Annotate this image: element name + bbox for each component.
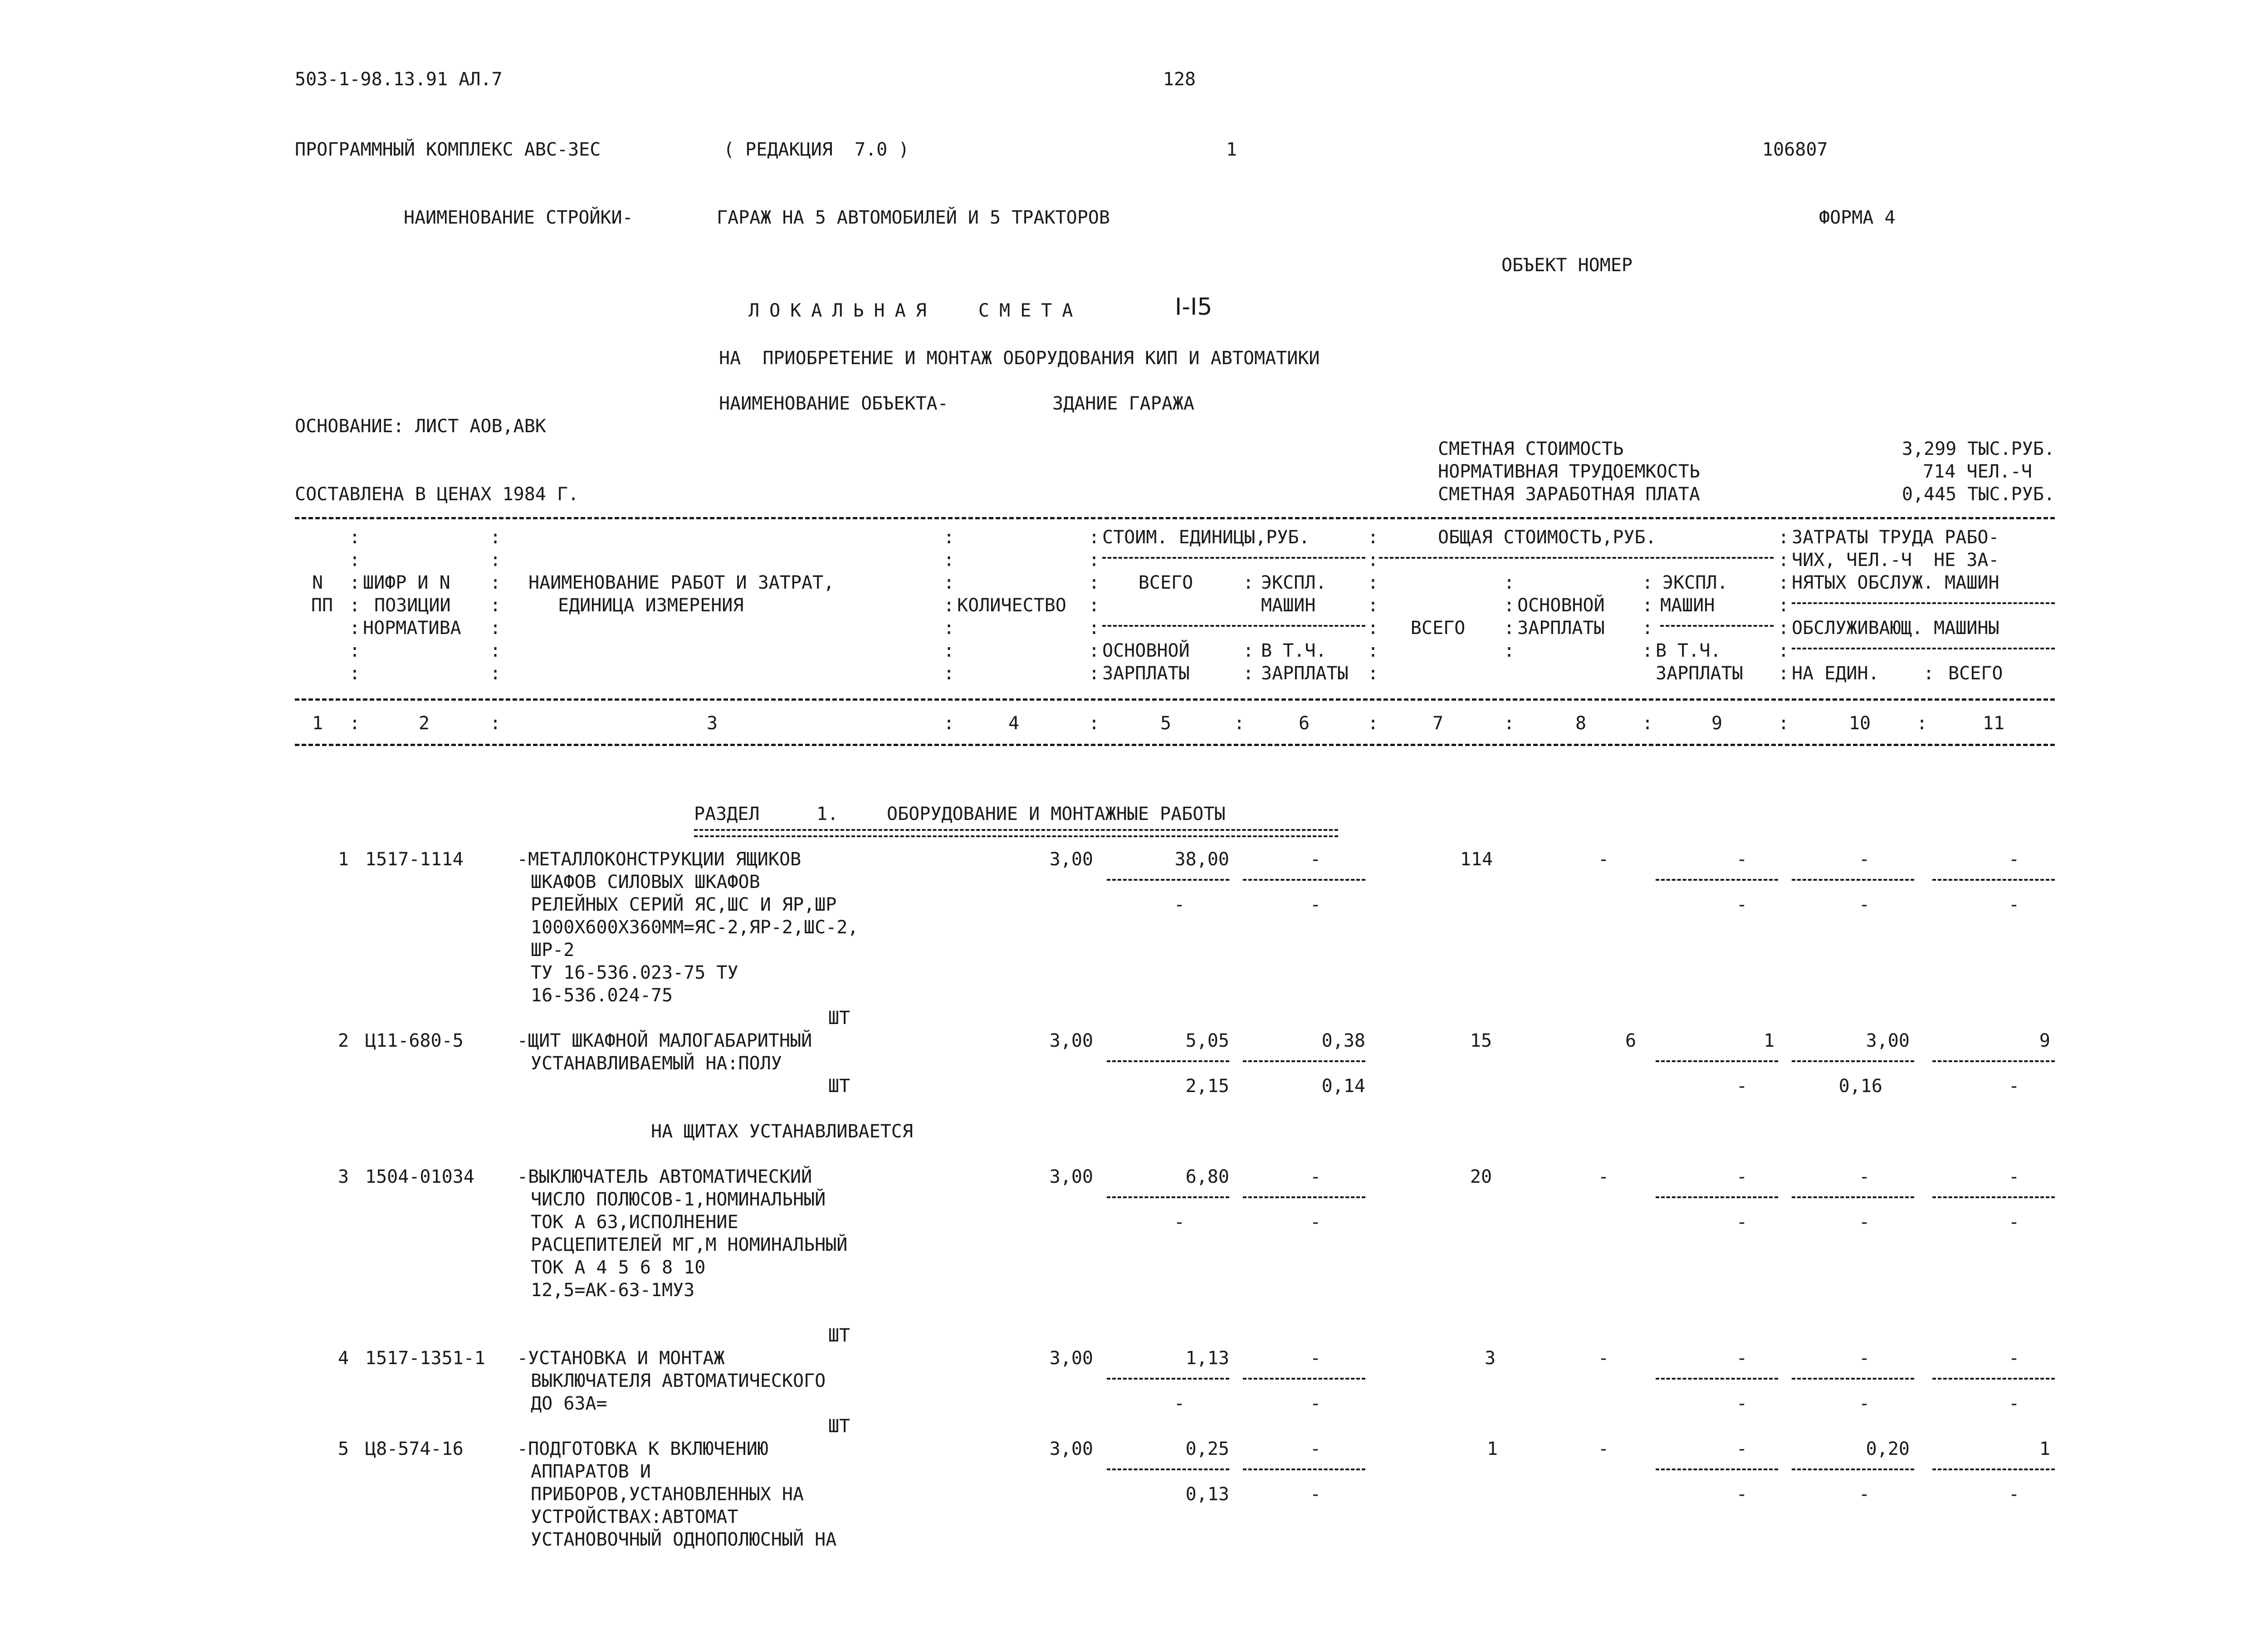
hdr-total-sep-2: : : : : bbox=[1642, 572, 1653, 661]
colnum-2: 2 bbox=[418, 713, 430, 734]
row-labor-total: - bbox=[2008, 849, 2020, 870]
row-rule bbox=[1656, 879, 1778, 881]
hdr-labor-total: ВСЕГО bbox=[1948, 663, 2003, 684]
hdr-unit-machines-1: ЭКСПЛ. bbox=[1261, 572, 1327, 593]
colnum-sep: : bbox=[1504, 713, 1515, 734]
hdr-labor-rule bbox=[1792, 602, 2055, 604]
estimate-title: ЛОКАЛЬНАЯ СМЕТА bbox=[748, 300, 1083, 321]
hdr-labor-per-unit: НА ЕДИН. bbox=[1792, 663, 1879, 684]
row-labor-unit: 3,00 bbox=[1866, 1030, 1910, 1051]
summary-wages-value: 0,445 ТЫС.РУБ. bbox=[1901, 484, 2055, 505]
estimate-subtitle: НА ПРИОБРЕТЕНИЕ И МОНТАЖ ОБОРУДОВАНИЯ КИП И АВТОМАТИКИ bbox=[719, 348, 1320, 369]
hdr-total-machines-2: МАШИН bbox=[1660, 595, 1715, 616]
colnum-sep: : bbox=[943, 713, 955, 734]
row-desc-line: УСТРОЙСТВАХ:АВТОМАТ bbox=[531, 1507, 738, 1527]
row-unit-incl: - bbox=[1310, 1393, 1321, 1414]
hdr-total-machines-1: ЭКСПЛ. bbox=[1662, 572, 1728, 593]
row-unit-wages: - bbox=[1173, 1393, 1185, 1414]
row-total-incl: - bbox=[1736, 894, 1748, 915]
colnum-sep: : bbox=[1642, 713, 1653, 734]
hdr-code-1: ШИФР И N bbox=[363, 572, 450, 593]
col-sep-1: : : : : : : : bbox=[349, 527, 361, 684]
row-number: 4 bbox=[338, 1348, 349, 1369]
row-quantity: 3,00 bbox=[1049, 1348, 1093, 1369]
colnum-sep: : bbox=[1778, 713, 1789, 734]
object-label: НАИМЕНОВАНИЕ ОБЪЕКТА- bbox=[719, 393, 948, 414]
row-labor-unit-2: - bbox=[1858, 894, 1870, 915]
section-underline bbox=[694, 829, 1338, 837]
row-rule bbox=[1932, 1468, 2055, 1470]
hdr-name-2: ЕДИНИЦА ИЗМЕРЕНИЯ bbox=[558, 595, 744, 616]
construction-label: НАИМЕНОВАНИЕ СТРОЙКИ- bbox=[404, 207, 633, 228]
hdr-code-2: ПОЗИЦИИ bbox=[374, 595, 451, 616]
row-desc-line: ТОК А 63,ИСПОЛНЕНИЕ bbox=[531, 1212, 738, 1233]
row-unit-machines: - bbox=[1310, 1439, 1321, 1459]
row-number: 3 bbox=[338, 1166, 349, 1187]
doc-code: 503-1-98.13.91 АЛ.7 bbox=[295, 69, 503, 90]
program-name: ПРОГРАММНЫЙ КОМПЛЕКС АВС-3ЕС bbox=[295, 139, 601, 160]
row-number: 5 bbox=[338, 1439, 349, 1459]
row-total-machines: - bbox=[1736, 849, 1748, 870]
row-desc-line: ВЫКЛЮЧАТЕЛЯ АВТОМАТИЧЕСКОГО bbox=[531, 1371, 826, 1391]
colnum-sep: : bbox=[1916, 713, 1928, 734]
row-desc-line: 1000Х600Х360ММ=ЯС-2,ЯР-2,ШС-2, bbox=[531, 917, 859, 938]
hdr-unit-total: ВСЕГО bbox=[1138, 572, 1193, 593]
colnum-sep: : bbox=[1089, 713, 1100, 734]
header-rule-top bbox=[295, 517, 2055, 519]
sheet-number: 1 bbox=[1226, 139, 1237, 160]
colnum-7: 7 bbox=[1432, 713, 1444, 734]
summary-cost-value: 3,299 ТЫС.РУБ. bbox=[1901, 439, 2055, 459]
hdr-labor-service: ОБСЛУЖИВАЮЩ. МАШИНЫ bbox=[1792, 618, 1999, 639]
header-rule-mid bbox=[295, 698, 2055, 701]
row-labor-total: 9 bbox=[2039, 1030, 2050, 1051]
row-unit: ШТ bbox=[828, 1076, 850, 1097]
colnum-sep: : bbox=[349, 713, 361, 734]
hdr-labor-3: НЯТЫХ ОБСЛУЖ. МАШИН bbox=[1792, 572, 1999, 593]
estimate-number: I-I5 bbox=[1175, 293, 1212, 321]
row-quantity: 3,00 bbox=[1049, 1030, 1093, 1051]
row-desc-line: УСТАНАВЛИВАЕМЫЙ НА:ПОЛУ bbox=[531, 1053, 782, 1074]
summary-cost-label: СМЕТНАЯ СТОИМОСТЬ bbox=[1438, 439, 1624, 459]
row-labor-unit-2: - bbox=[1858, 1212, 1870, 1233]
row-unit-total: 0,25 bbox=[1185, 1439, 1229, 1459]
row-code: 1504-01034 bbox=[365, 1166, 474, 1187]
row-unit-machines: - bbox=[1310, 1166, 1321, 1187]
row-unit: ШТ bbox=[828, 1416, 850, 1437]
row-desc-line: ЧИСЛО ПОЛЮСОВ-1,НОМИНАЛЬНЫЙ bbox=[531, 1189, 826, 1210]
row-unit-total: 38,00 bbox=[1174, 849, 1229, 870]
page-number: 128 bbox=[1163, 69, 1196, 90]
row-labor-total-2: - bbox=[2008, 1076, 2020, 1097]
hdr-code-3: НОРМАТИВА bbox=[363, 618, 461, 639]
row-desc-line: -ЩИТ ШКАФНОЙ МАЛОГАБАРИТНЫЙ bbox=[517, 1030, 812, 1051]
row-desc-line: ШКАФОВ СИЛОВЫХ ШКАФОВ bbox=[531, 872, 760, 893]
row-desc-line: АППАРАТОВ И bbox=[531, 1461, 651, 1482]
row-rule bbox=[1656, 1196, 1778, 1198]
hdr-pp: ПП bbox=[311, 595, 333, 616]
header-rule-bottom bbox=[295, 744, 2055, 746]
hdr-total-cost: ОБЩАЯ СТОИМОСТЬ,РУБ. bbox=[1438, 527, 1657, 548]
row-total-wages: 6 bbox=[1625, 1030, 1637, 1051]
hdr-total-wages-1: ОСНОВНОЙ bbox=[1517, 595, 1605, 616]
row-total: 15 bbox=[1470, 1030, 1492, 1051]
colnum-5: 5 bbox=[1160, 713, 1172, 734]
row-unit: ШТ bbox=[828, 1008, 850, 1029]
row-rule bbox=[1243, 1468, 1365, 1470]
row-quantity: 3,00 bbox=[1049, 1439, 1093, 1459]
row-desc-line: 16-536.024-75 bbox=[531, 985, 673, 1006]
row-total-incl: - bbox=[1736, 1212, 1748, 1233]
row-rule bbox=[1243, 879, 1365, 881]
row-total: 1 bbox=[1486, 1439, 1498, 1459]
hdr-total-incl-1: В Т.Ч. bbox=[1656, 640, 1721, 661]
row-rule bbox=[1792, 1378, 1914, 1380]
row-code: 1517-1114 bbox=[365, 849, 464, 870]
row-rule bbox=[1656, 1468, 1778, 1470]
row-rule bbox=[1656, 1378, 1778, 1380]
row-desc-line: -ПОДГОТОВКА К ВКЛЮЧЕНИЮ bbox=[517, 1439, 768, 1459]
row-rule bbox=[1107, 1060, 1229, 1062]
hdr-total-sep: : : : : bbox=[1504, 572, 1515, 661]
row-unit-total: 6,80 bbox=[1185, 1166, 1229, 1187]
basis-text: ОСНОВАНИЕ: ЛИСТ АОВ,АВК bbox=[295, 416, 546, 437]
row-labor-unit: - bbox=[1858, 1348, 1870, 1369]
row-unit-incl: - bbox=[1310, 1484, 1321, 1505]
row-rule bbox=[1792, 1060, 1914, 1062]
row-rule bbox=[1107, 879, 1229, 881]
row-rule bbox=[1792, 1196, 1914, 1198]
row-desc-line: РАСЦЕПИТЕЛЕЙ МГ,М НОМИНАЛЬНЫЙ bbox=[531, 1234, 848, 1255]
row-total-incl: - bbox=[1736, 1076, 1748, 1097]
row-total-machines: - bbox=[1736, 1166, 1748, 1187]
row-total-machines: 1 bbox=[1763, 1030, 1775, 1051]
row-total-wages: - bbox=[1598, 1166, 1609, 1187]
col-sep-6: : : : : : : : bbox=[1778, 527, 1789, 684]
hdr-n: N bbox=[312, 572, 323, 593]
hdr-total-rule-2 bbox=[1660, 625, 1774, 627]
colnum-sep: : bbox=[1234, 713, 1245, 734]
row-rule bbox=[1243, 1060, 1365, 1062]
row-unit-wages: 0,13 bbox=[1185, 1484, 1229, 1505]
summary-wages-label: СМЕТНАЯ ЗАРАБОТНАЯ ПЛАТА bbox=[1438, 484, 1700, 505]
row-desc-line: ТОК А 4 5 6 8 10 bbox=[531, 1257, 706, 1278]
row-unit-machines: - bbox=[1310, 1348, 1321, 1369]
hdr-labor-rule-2 bbox=[1792, 648, 2055, 649]
row-total: 114 bbox=[1460, 849, 1493, 870]
row-total-wages: - bbox=[1598, 1348, 1609, 1369]
row-unit-total: 1,13 bbox=[1185, 1348, 1229, 1369]
row-rule bbox=[1792, 879, 1914, 881]
row-desc-line: 12,5=АК-63-1МУ3 bbox=[531, 1280, 695, 1301]
row-rule bbox=[1243, 1196, 1365, 1198]
row-desc-line: УСТАНОВОЧНЫЙ ОДНОПОЛЮСНЫЙ НА bbox=[531, 1529, 837, 1550]
row-labor-unit: - bbox=[1858, 1166, 1870, 1187]
row-desc-line: ТУ 16-536.023-75 ТУ bbox=[531, 962, 738, 983]
hdr-unit-sep-2: : bbox=[1243, 640, 1254, 661]
colnum-sep: : bbox=[490, 713, 501, 734]
row-total: 3 bbox=[1484, 1348, 1496, 1369]
col-sep-5: : : : : : : : bbox=[1368, 527, 1379, 684]
section-name: ОБОРУДОВАНИЕ И МОНТАЖНЫЕ РАБОТЫ bbox=[887, 804, 1226, 824]
object-name: ЗДАНИЕ ГАРАЖА bbox=[1052, 393, 1195, 414]
row-code: Ц11-680-5 bbox=[365, 1030, 464, 1051]
colnum-11: 11 bbox=[1982, 713, 2005, 734]
row-rule bbox=[1107, 1196, 1229, 1198]
row-labor-total-2: - bbox=[2008, 894, 2020, 915]
row-labor-unit-2: - bbox=[1858, 1484, 1870, 1505]
col-sep-3: : : : : : : : bbox=[943, 527, 955, 684]
col-sep-4: : : : : : : : bbox=[1089, 527, 1100, 684]
row-total-incl: - bbox=[1736, 1484, 1748, 1505]
section-label: РАЗДЕЛ bbox=[694, 804, 760, 824]
hdr-unit-wages-2: ЗАРПЛАТЫ bbox=[1102, 663, 1190, 684]
colnum-4: 4 bbox=[1008, 713, 1020, 734]
row-labor-total: - bbox=[2008, 1348, 2020, 1369]
row-labor-total-2: - bbox=[2008, 1393, 2020, 1414]
hdr-unit-incl-2: ЗАРПЛАТЫ bbox=[1261, 663, 1349, 684]
row-labor-unit-2: - bbox=[1858, 1393, 1870, 1414]
row-desc-line: -УСТАНОВКА И МОНТАЖ bbox=[517, 1348, 725, 1369]
hdr-unit-rule-2 bbox=[1102, 625, 1365, 627]
colnum-3: 3 bbox=[706, 713, 718, 734]
hdr-total-incl-2: ЗАРПЛАТЫ bbox=[1656, 663, 1743, 684]
row-total: 20 bbox=[1470, 1166, 1492, 1187]
row-quantity: 3,00 bbox=[1049, 849, 1093, 870]
colnum-6: 6 bbox=[1298, 713, 1310, 734]
form-label: ФОРМА 4 bbox=[1819, 207, 1896, 228]
hdr-unit-sep-3: : bbox=[1243, 663, 1254, 684]
colnum-1: 1 bbox=[312, 713, 323, 734]
row-total-wages: - bbox=[1598, 849, 1609, 870]
row-number: 2 bbox=[338, 1030, 349, 1051]
note-shields: НА ЩИТАХ УСТАНАВЛИВАЕТСЯ bbox=[651, 1121, 913, 1142]
row-desc-line: ПРИБОРОВ,УСТАНОВЛЕННЫХ НА bbox=[531, 1484, 804, 1505]
hdr-unit-rule bbox=[1102, 557, 1365, 559]
row-rule bbox=[1792, 1468, 1914, 1470]
hdr-unit-incl-1: В Т.Ч. bbox=[1261, 640, 1327, 661]
row-quantity: 3,00 bbox=[1049, 1166, 1093, 1187]
row-unit: ШТ bbox=[828, 1325, 850, 1346]
row-unit-machines: - bbox=[1310, 849, 1321, 870]
col-sep-2: : : : : : : : bbox=[490, 527, 501, 684]
row-unit-wages: - bbox=[1173, 894, 1185, 915]
row-desc-line: РЕЛЕЙНЫХ СЕРИЙ ЯС,ШС И ЯР,ШР bbox=[531, 894, 837, 915]
hdr-total-rule bbox=[1379, 557, 1774, 559]
hdr-quantity: КОЛИЧЕСТВО bbox=[957, 595, 1066, 616]
program-edition: ( РЕДАКЦИЯ 7.0 ) bbox=[723, 139, 909, 160]
row-labor-total: - bbox=[2008, 1166, 2020, 1187]
row-unit-total: 5,05 bbox=[1185, 1030, 1229, 1051]
row-rule bbox=[1107, 1468, 1229, 1470]
row-desc-line: -МЕТАЛЛОКОНСТРУКЦИИ ЯЩИКОВ bbox=[517, 849, 802, 870]
colnum-8: 8 bbox=[1575, 713, 1587, 734]
row-labor-total: 1 bbox=[2039, 1439, 2050, 1459]
row-labor-unit: - bbox=[1858, 849, 1870, 870]
row-labor-unit-2: 0,16 bbox=[1838, 1076, 1882, 1097]
section-number: 1. bbox=[816, 804, 839, 824]
hdr-name-1: НАИМЕНОВАНИЕ РАБОТ И ЗАТРАТ, bbox=[528, 572, 835, 593]
row-code: Ц8-574-16 bbox=[365, 1439, 464, 1459]
hdr-labor-sep: : bbox=[1923, 663, 1935, 684]
row-number: 1 bbox=[338, 849, 349, 870]
colnum-10: 10 bbox=[1848, 713, 1871, 734]
row-total-machines: - bbox=[1736, 1439, 1748, 1459]
row-unit-incl: - bbox=[1310, 894, 1321, 915]
hdr-labor-1: ЗАТРАТЫ ТРУДА РАБО- bbox=[1792, 527, 1999, 548]
row-rule bbox=[1932, 879, 2055, 881]
object-number-label: ОБЪЕКТ НОМЕР bbox=[1501, 255, 1633, 276]
row-rule bbox=[1243, 1378, 1365, 1380]
row-unit-incl: - bbox=[1310, 1212, 1321, 1233]
hdr-unit-sep: : bbox=[1243, 572, 1254, 593]
row-unit-wages: - bbox=[1173, 1212, 1185, 1233]
row-desc-line: -ВЫКЛЮЧАТЕЛЬ АВТОМАТИЧЕСКИЙ bbox=[517, 1166, 812, 1187]
row-total-incl: - bbox=[1736, 1393, 1748, 1414]
row-rule bbox=[1932, 1378, 2055, 1380]
row-rule bbox=[1932, 1060, 2055, 1062]
hdr-unit-cost: СТОИМ. ЕДИНИЦЫ,РУБ. bbox=[1102, 527, 1310, 548]
row-unit-wages: 2,15 bbox=[1185, 1076, 1229, 1097]
row-labor-total-2: - bbox=[2008, 1484, 2020, 1505]
colnum-sep: : bbox=[1368, 713, 1379, 734]
row-total-machines: - bbox=[1736, 1348, 1748, 1369]
hdr-total-all: ВСЕГО bbox=[1410, 618, 1466, 639]
construction-name: ГАРАЖ НА 5 АВТОМОБИЛЕЙ И 5 ТРАКТОРОВ bbox=[717, 207, 1110, 228]
row-unit-incl: 0,14 bbox=[1321, 1076, 1365, 1097]
row-rule bbox=[1107, 1378, 1229, 1380]
prices-basis: СОСТАВЛЕНА В ЦЕНАХ 1984 Г. bbox=[295, 484, 579, 505]
row-desc-line: ДО 63А= bbox=[531, 1393, 607, 1414]
row-rule bbox=[1932, 1196, 2055, 1198]
row-labor-unit: 0,20 bbox=[1866, 1439, 1910, 1459]
hdr-labor-2: ЧИХ, ЧЕЛ.-Ч НЕ ЗА- bbox=[1792, 550, 1999, 571]
hdr-total-wages-2: ЗАРПЛАТЫ bbox=[1517, 618, 1605, 639]
document-code-right: 106807 bbox=[1762, 139, 1828, 160]
row-labor-total-2: - bbox=[2008, 1212, 2020, 1233]
row-rule bbox=[1656, 1060, 1778, 1062]
hdr-unit-machines-2: МАШИН bbox=[1261, 595, 1316, 616]
summary-labor-label: НОРМАТИВНАЯ ТРУДОЕМКОСТЬ bbox=[1438, 461, 1700, 482]
colnum-9: 9 bbox=[1711, 713, 1723, 734]
row-code: 1517-1351-1 bbox=[365, 1348, 485, 1369]
row-desc-line: ШР-2 bbox=[531, 940, 575, 961]
row-total-wages: - bbox=[1598, 1439, 1609, 1459]
summary-labor-value: 714 ЧЕЛ.-Ч bbox=[1923, 461, 2032, 482]
row-unit-machines: 0,38 bbox=[1321, 1030, 1365, 1051]
hdr-unit-wages-1: ОСНОВНОЙ bbox=[1102, 640, 1190, 661]
